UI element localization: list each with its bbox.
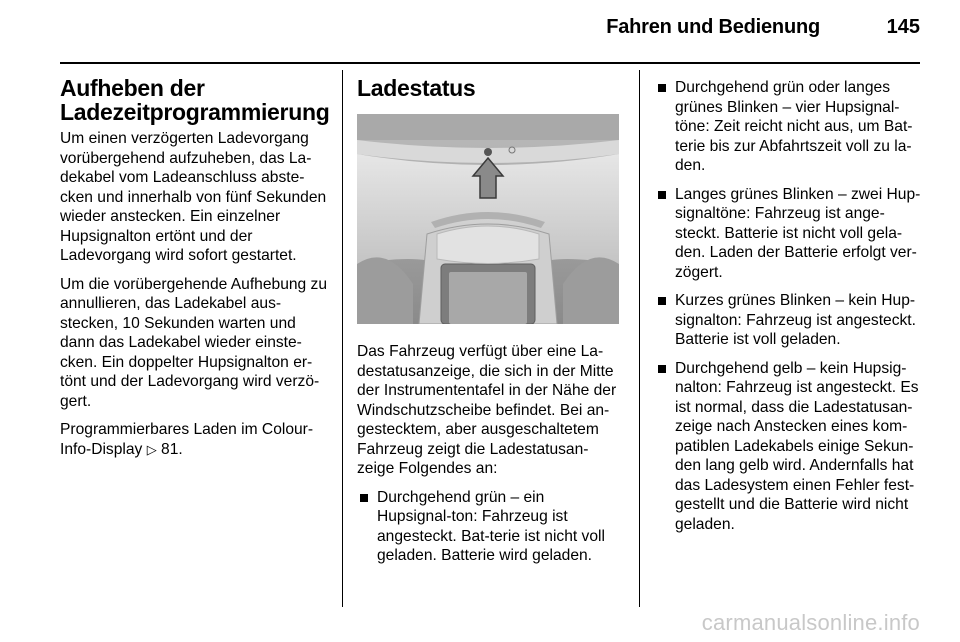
section-heading-aufheben: Aufheben der Ladezeitprogrammierung <box>60 75 330 125</box>
section-heading-ladestatus: Ladestatus <box>357 75 476 101</box>
bullet-list-col3 <box>655 78 921 534</box>
watermark: carmanualsonline.info <box>701 610 920 635</box>
paragraph-1: Um einen verzögerten Ladevorgang vorübergehend aufzuheben, das La-dekabel vom Ladeanschluss abste-cken und innerhalb von fünf Sekunden wieder anstecken. Ein einzelner Hupsignalton ertönt und der Ladevorgang wird sofort gestartet. <box>60 130 327 264</box>
page-number: 145 <box>886 16 920 38</box>
bullet-square-icon <box>360 494 368 502</box>
dashboard-svg <box>357 114 619 324</box>
bullet-square-icon <box>658 297 666 305</box>
page-reference-icon: ▷ <box>146 442 157 458</box>
paragraph-2: Um die vorübergehende Aufhebung zu annullieren, das Ladekabel aus-stecken, 10 Sekunden warten und dann das Ladekabel wieder einste-cken. Ein doppelter Hupsignalton er-tönt und der Ladevorgang wird verzö-gert. <box>60 275 328 410</box>
list-item: Durchgehend grün oder langes grünes Blinken – vier Hupsignal-töne: Zeit reicht nicht aus, um Bat-terie bis zur Abfahrtszeit voll zu la-den. <box>655 78 921 176</box>
bullet-square-icon <box>658 84 666 92</box>
column-3 <box>655 78 921 543</box>
column-divider-2 <box>639 70 640 607</box>
bullet-square-icon <box>658 365 666 373</box>
list-item: Kurzes grünes Blinken – kein Hup-signalton: Fahrzeug ist angesteckt. Batterie ist voll geladen. <box>655 291 921 350</box>
bullet-square-icon <box>658 191 666 199</box>
dashboard-illustration <box>357 114 619 324</box>
paragraph-ladestatus: Das Fahrzeug verfügt über eine La-destatusanzeige, die sich in der Mitte der Instrumententafel in der Nähe der Windschutzscheibe befindet. Bei an-gestecktem, aber ausgeschaltetem Fahrzeug zeigt die Ladestatusan-zeige Folgendes an: <box>357 343 617 477</box>
paragraph-3 <box>60 420 328 460</box>
list-item: Durchgehend grün – ein Hupsignal-ton: Fahrzeug ist angesteckt. Bat-terie ist nicht voll geladen. Batterie wird geladen. <box>357 488 623 566</box>
column-divider-1 <box>342 70 343 607</box>
header-title: Fahren und Bedienung <box>606 16 820 38</box>
header-rule <box>60 62 920 64</box>
page-reference-link[interactable]: 81. <box>161 440 183 458</box>
list-item: Durchgehend gelb – kein Hupsig-nalton: Fahrzeug ist angesteckt. Es ist normal, dass die Ladestatusan-zeige nach Anstecken eines kom-patiblen Ladekabels einige Sekun-den lang gelb wird. Andernfalls hat das Ladesystem einen Fehler fest-gestellt und die Batterie wird nicht geladen. <box>655 359 921 535</box>
column-2 <box>357 76 623 575</box>
paragraph-3-text: Programmierbares Laden im Colour-Info-Display <box>60 421 314 458</box>
list-item: Langes grünes Blinken – zwei Hup-signaltöne: Fahrzeug ist ange-steckt. Batterie ist nicht voll gela-den. Laden der Batterie erfolgt ver-zögert. <box>655 185 921 283</box>
column-1 <box>60 76 328 469</box>
bullet-list-col2 <box>357 488 623 566</box>
